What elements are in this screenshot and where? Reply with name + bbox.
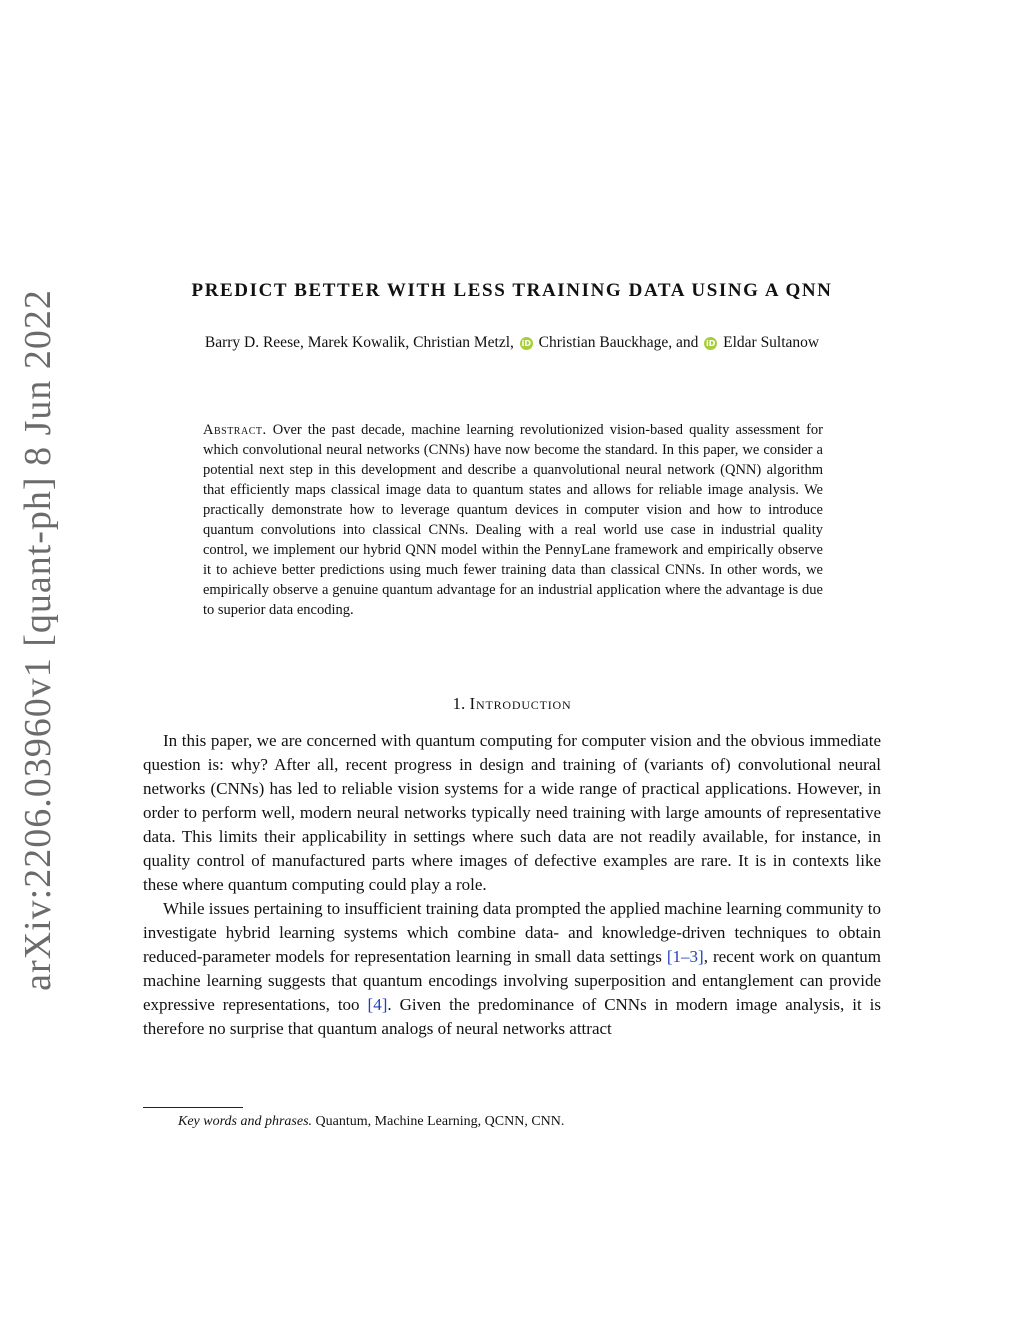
paragraph-1: In this paper, we are concerned with quantum computing for computer vision and the obvious immediate question is: why? After all, recent progress in design and training of (variants of) convolutional neural networks (CNNs) has led to reliable vision systems for a wide range of practical applications. However, in order to perform well, modern neural networks typically need training with large amounts of representative data. This limits their applicability in settings where such data are not readily available, for instance, in quality control of manufactured parts where images of defective examples are rare. It is in contexts like these where quantum computing could play a role.: [143, 731, 881, 894]
authors-part-1: Barry D. Reese, Marek Kowalik, Christian Metzl,: [204, 334, 514, 351]
section-heading: [0, 694, 1024, 714]
orcid-icon[interactable]: iD: [521, 339, 531, 348]
author-list: [0, 334, 1024, 352]
arxiv-identifier: arXiv:2206.03960v1 [quant-ph] 8 Jun 2022: [17, 289, 59, 991]
footnote: [143, 1114, 881, 1130]
orcid-icon[interactable]: iD: [706, 339, 716, 348]
paragraph-2-part-a: While issues pertaining to insufficient training data prompted the applied machine learning community to investigate hybrid learning systems which combine data- and knowledge-driven techniques to obtain reduced-parameter models for representation learning in small data settings: [143, 899, 881, 966]
section-title: Introduction: [469, 694, 572, 713]
paragraph-2: [143, 897, 881, 1041]
section-number: 1.: [452, 694, 466, 713]
introduction-body: [143, 729, 881, 1041]
paragraph-2-part-b: , recent work on quantum machine learning suggests that quantum encodings involving superposition and entanglement can provide expressive representations, too: [143, 947, 882, 1014]
footnote-rule: [143, 1107, 243, 1108]
citation-link[interactable]: [1–3]: [666, 947, 704, 966]
abstract: [203, 420, 823, 620]
footnote-label: Key words and phrases.: [178, 1114, 313, 1129]
abstract-label: Abstract.: [203, 422, 267, 438]
authors-part-2: Christian Bauckhage, and: [538, 334, 699, 351]
footnote-text: Quantum, Machine Learning, QCNN, CNN.: [315, 1114, 565, 1129]
paragraph-2-part-c: . Given the predominance of CNNs in modern image analysis, it is therefore no surprise that quantum analogs of neural networks attract: [143, 995, 881, 1038]
citation-link[interactable]: [4]: [367, 995, 388, 1014]
authors-part-3: Eldar Sultanow: [723, 334, 820, 351]
abstract-text: Over the past decade, machine learning revolutionized vision-based quality assessment for which convolutional neural networks (CNNs) have now become the standard. In this paper, we consider a potential next step in this development and describe a quanvolutional neural network (QNN) algorithm that efficiently maps classical image data to quantum states and allows for reliable image analysis. We practically demonstrate how to leverage quantum devices in computer vision and how to introduce quantum convolutions into classical CNNs. Dealing with a real world use case in industrial quality control, we implement our hybrid QNN model within the PennyLane framework and empirically observe it to achieve better predictions using much fewer training data than classical CNNs. In other words, we empirically observe a genuine quantum advantage for an industrial application where the advantage is due to superior data encoding.: [203, 422, 823, 618]
paper-title: PREDICT BETTER WITH LESS TRAINING DATA USING A QNN: [191, 280, 833, 301]
